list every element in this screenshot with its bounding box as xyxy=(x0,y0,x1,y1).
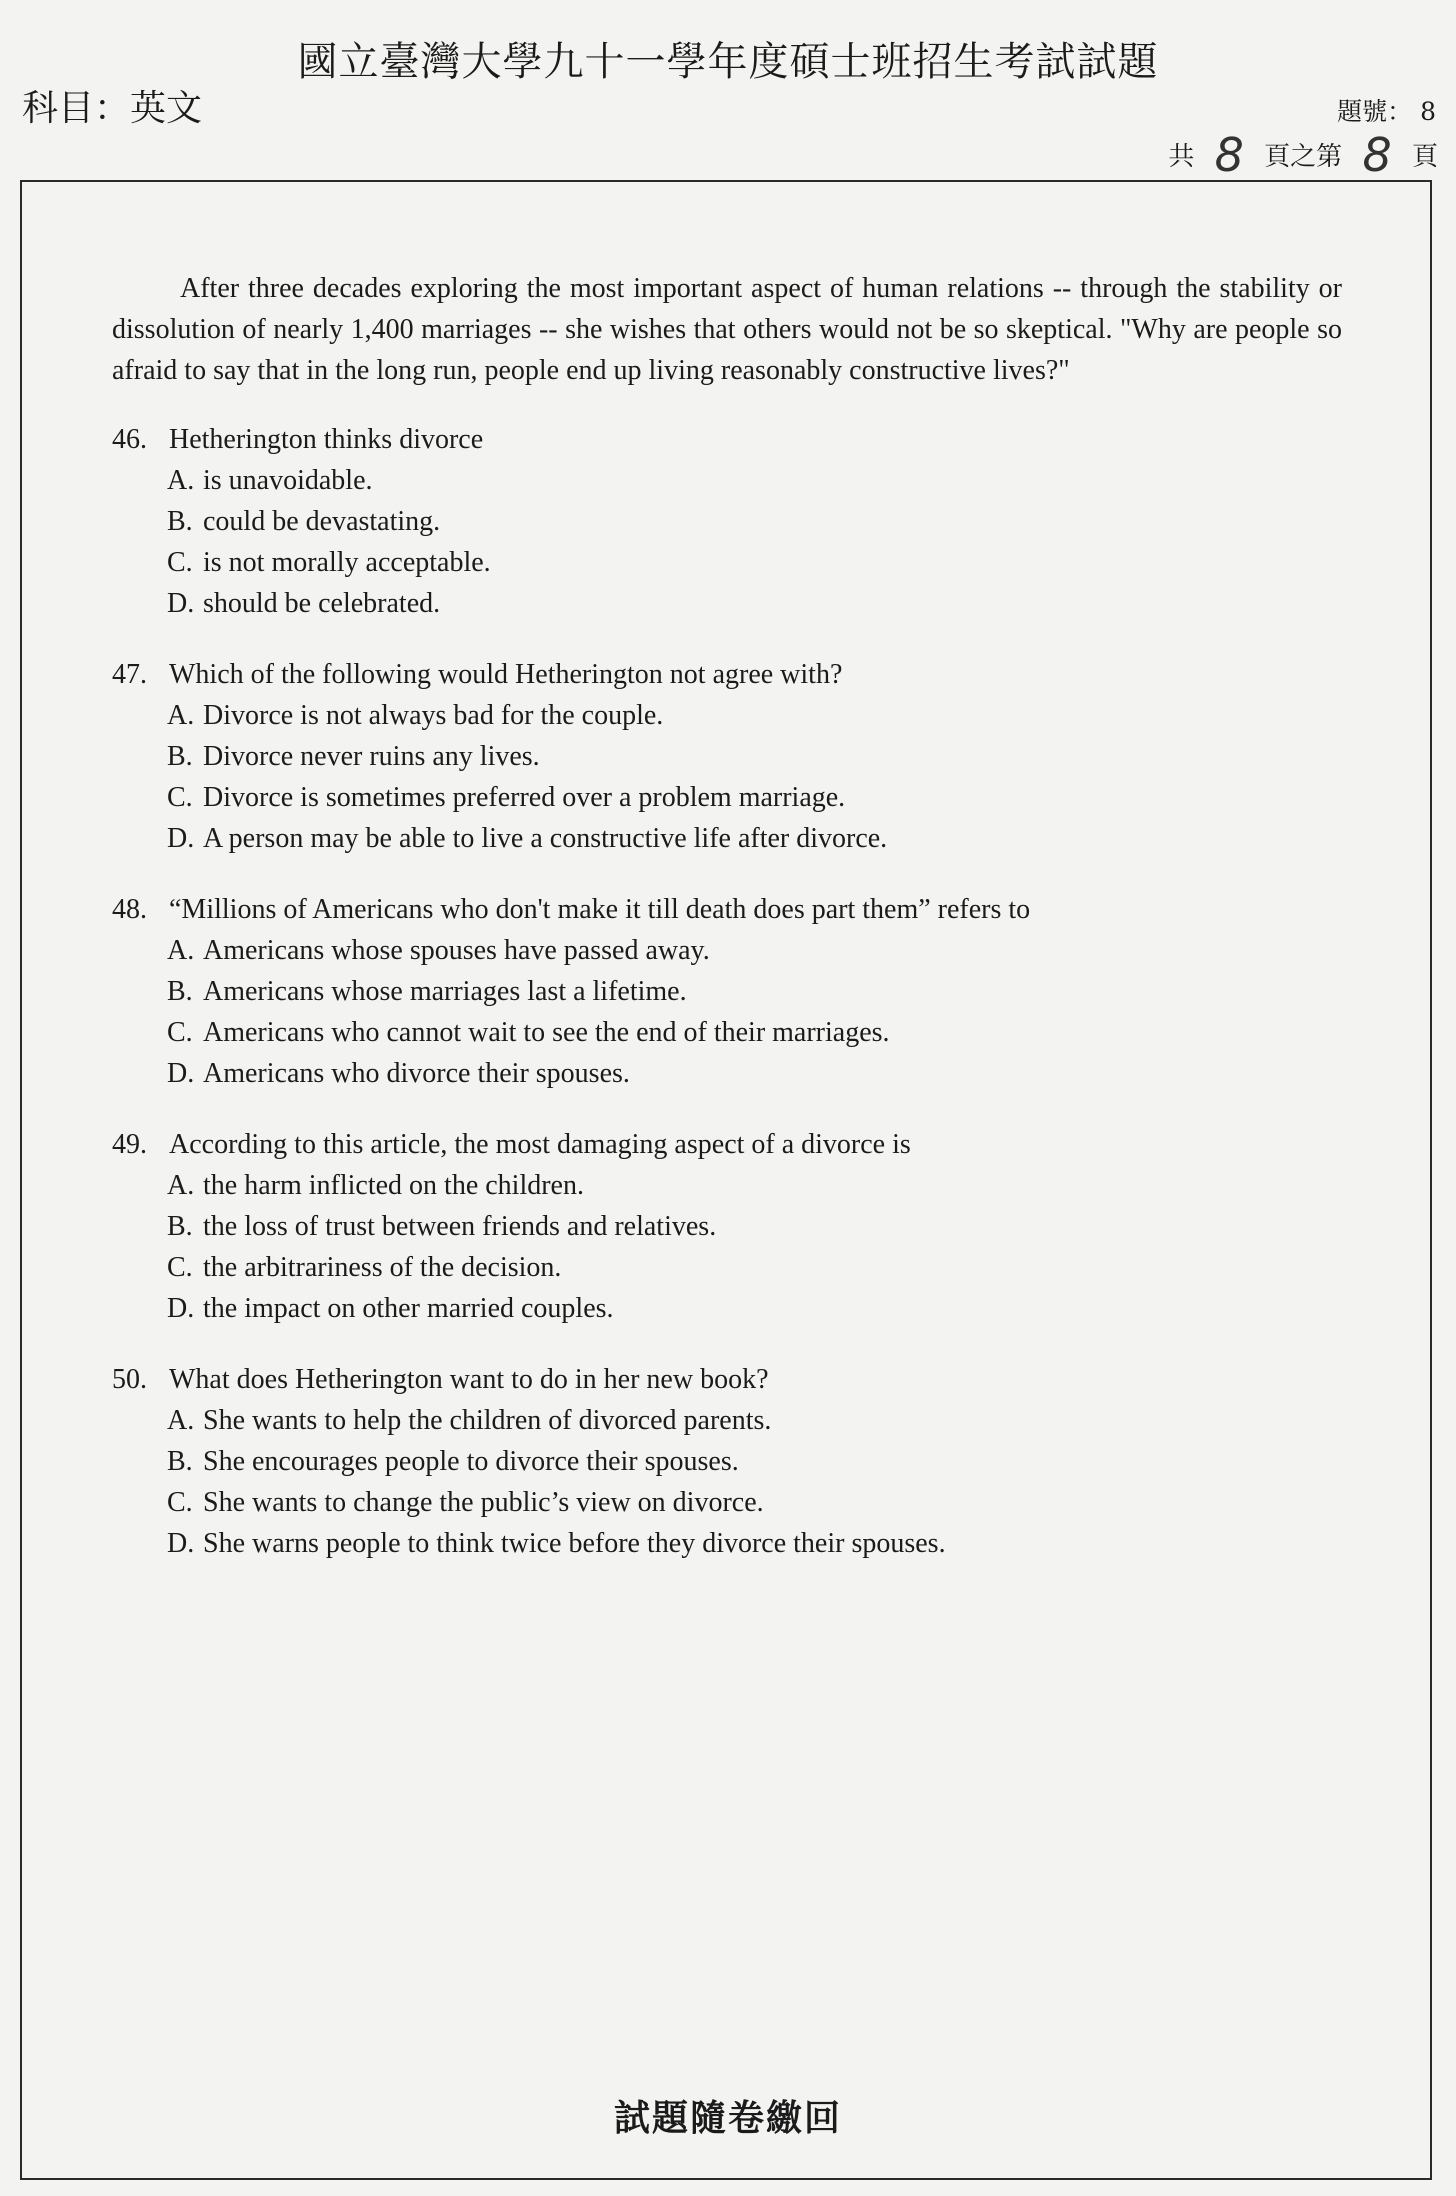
question-number-label: 50. xyxy=(112,1364,147,1395)
question-stem-text: “Millions of Americans who don't make it till death does part them” refers to xyxy=(169,894,1031,925)
option-letter: A. xyxy=(167,935,195,966)
option-text: A person may be able to live a constructive life after divorce. xyxy=(203,823,888,854)
option-text: Americans whose spouses have passed away. xyxy=(203,935,710,966)
question-list xyxy=(112,419,1342,1564)
reading-passage: After three decades exploring the most important aspect of human relations -- through the stability or dissolution of nearly 1,400 marriages -- she wishes that others would not be so skeptical. "Why are people so afraid to say that in the long run, people end up living reasonably constructive lives?" xyxy=(112,273,1342,386)
option-letter: C. xyxy=(167,1252,193,1283)
question-stem xyxy=(112,1124,1342,1165)
answer-option xyxy=(112,1400,1342,1441)
answer-option xyxy=(112,1441,1342,1482)
question-stem xyxy=(112,654,1342,695)
question-number-label: 48. xyxy=(112,894,147,925)
option-letter: A. xyxy=(167,1405,195,1436)
answer-option xyxy=(112,777,1342,818)
question-47 xyxy=(112,654,1342,859)
option-letter: C. xyxy=(167,1017,193,1048)
answer-option xyxy=(112,695,1342,736)
answer-option xyxy=(112,930,1342,971)
option-text: Divorce is sometimes preferred over a problem marriage. xyxy=(203,782,846,813)
total-pages: 8 xyxy=(1214,128,1244,182)
answer-option xyxy=(112,1206,1342,1247)
option-text: the impact on other married couples. xyxy=(203,1293,614,1324)
answer-option xyxy=(112,736,1342,777)
answer-option xyxy=(112,542,1342,583)
question-50 xyxy=(112,1359,1342,1564)
option-text: She warns people to think twice before they divorce their spouses. xyxy=(203,1528,946,1559)
question-stem xyxy=(112,419,1342,460)
option-text: the arbitrariness of the decision. xyxy=(203,1252,562,1283)
option-text: Americans who divorce their spouses. xyxy=(203,1058,630,1089)
answer-option xyxy=(112,1482,1342,1523)
answer-option xyxy=(112,1012,1342,1053)
option-letter: C. xyxy=(167,782,193,813)
question-number-label: 46. xyxy=(112,424,147,455)
option-text: could be devastating. xyxy=(203,506,441,537)
option-text: is unavoidable. xyxy=(203,465,373,496)
option-text: Divorce never ruins any lives. xyxy=(203,741,540,772)
option-letter: A. xyxy=(167,700,195,731)
page-suffix: 頁 xyxy=(1411,142,1438,172)
answer-option xyxy=(112,1165,1342,1206)
answer-option xyxy=(112,1053,1342,1094)
question-stem xyxy=(112,889,1342,930)
answer-option xyxy=(112,1523,1342,1564)
option-text: She wants to change the public’s view on divorce. xyxy=(203,1487,764,1518)
option-text: is not morally acceptable. xyxy=(203,547,491,578)
option-letter: A. xyxy=(167,1170,195,1201)
option-letter: B. xyxy=(167,741,193,772)
option-text: the harm inflicted on the children. xyxy=(203,1170,584,1201)
answer-option xyxy=(112,971,1342,1012)
option-text: Divorce is not always bad for the couple. xyxy=(203,700,664,731)
question-stem xyxy=(112,1359,1342,1400)
option-text: should be celebrated. xyxy=(203,588,441,619)
option-text: Americans who cannot wait to see the end of their marriages. xyxy=(203,1017,890,1048)
option-letter: D. xyxy=(167,1058,195,1089)
answer-option xyxy=(112,1288,1342,1329)
question-stem-text: Hetherington thinks divorce xyxy=(169,424,484,455)
option-text: She encourages people to divorce their spouses. xyxy=(203,1446,739,1477)
question-46 xyxy=(112,419,1342,624)
option-letter: C. xyxy=(167,1487,193,1518)
option-letter: A. xyxy=(167,465,195,496)
subject-label: 科目：英文 xyxy=(22,88,203,129)
answer-option xyxy=(112,1247,1342,1288)
answer-option xyxy=(112,460,1342,501)
current-page: 8 xyxy=(1362,128,1392,182)
page-count xyxy=(1168,128,1438,182)
option-text: the loss of trust between friends and relatives. xyxy=(203,1211,717,1242)
question-number: 題號： 8 xyxy=(1337,97,1436,126)
question-49 xyxy=(112,1124,1342,1329)
option-letter: B. xyxy=(167,976,193,1007)
option-letter: B. xyxy=(167,506,193,537)
answer-option xyxy=(112,818,1342,859)
option-letter: B. xyxy=(167,1446,193,1477)
option-letter: D. xyxy=(167,588,195,619)
option-letter: C. xyxy=(167,547,193,578)
question-number-label: 47. xyxy=(112,659,147,690)
answer-option xyxy=(112,501,1342,542)
option-letter: D. xyxy=(167,1293,195,1324)
question-stem-text: Which of the following would Hetherington not agree with? xyxy=(169,659,843,690)
option-text: She wants to help the children of divorced parents. xyxy=(203,1405,772,1436)
answer-option xyxy=(112,583,1342,624)
option-letter: D. xyxy=(167,823,195,854)
question-48 xyxy=(112,889,1342,1094)
option-letter: D. xyxy=(167,1528,195,1559)
page-middle: 頁之第 xyxy=(1264,142,1343,172)
option-text: Americans whose marriages last a lifetime. xyxy=(203,976,687,1007)
exam-title: 國立臺灣大學九十一學年度碩士班招生考試試題 xyxy=(297,39,1159,85)
question-number-label: 49. xyxy=(112,1129,147,1160)
question-stem-text: According to this article, the most damaging aspect of a divorce is xyxy=(169,1129,911,1160)
exam-content xyxy=(112,268,1342,1594)
question-stem-text: What does Hetherington want to do in her new book? xyxy=(169,1364,769,1395)
page-prefix: 共 xyxy=(1168,142,1195,172)
option-letter: B. xyxy=(167,1211,193,1242)
return-notice-stamp: 試題隨卷繳回 xyxy=(613,2097,842,2139)
